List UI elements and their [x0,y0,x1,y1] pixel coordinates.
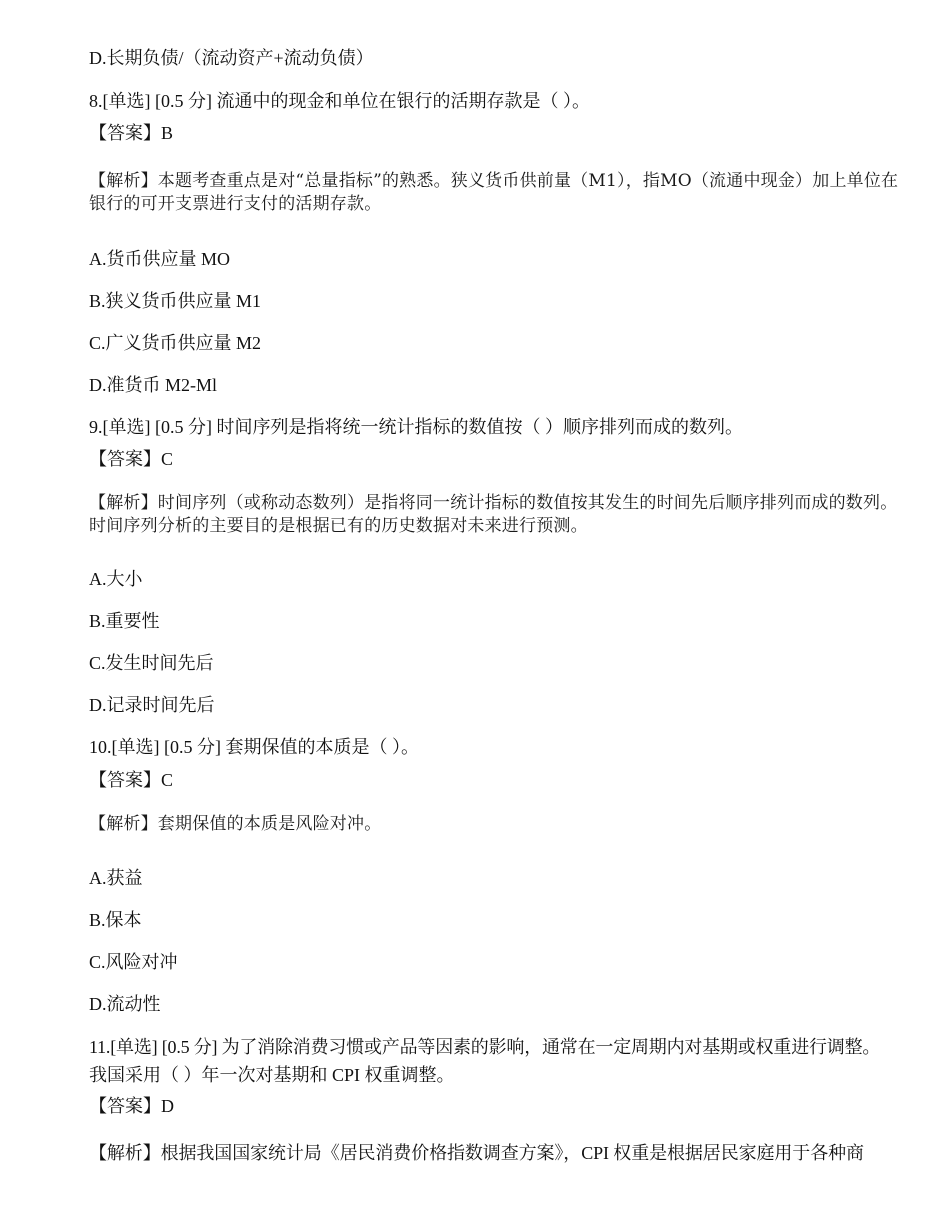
q8-option-a: A.货币供应量 MO [89,249,231,269]
q11-question-line2: 我国采用（ ）年一次对基期和 CPI 权重调整。 [89,1065,455,1085]
q10-option-d: D.流动性 [89,994,161,1014]
q10-option-a: A.获益 [89,868,143,888]
q8-option-c: C.广义货币供应量 M2 [89,333,262,353]
q9-option-b: B.重要性 [89,611,160,631]
q9-option-d: D.记录时间先后 [89,695,215,715]
q8-answer: 【答案】B [89,123,174,143]
q7-option-d: D.长期负债/（流动资产+流动负债） [89,48,374,68]
q8-explanation: 【解析】本题考查重点是对“总量指标”的熟悉。狭义货币供前量（M1），指MO（流通中现金）加上单位在银行的可开支票进行支付的活期存款。 [89,171,899,214]
q10-explanation: 【解析】套期保值的本质是风险对冲。 [89,814,382,834]
q10-question: 10.[单选] [0.5 分] 套期保值的本质是（ ）。 [89,737,419,757]
q10-answer: 【答案】C [89,770,174,790]
q9-answer: 【答案】C [89,449,174,469]
q10-option-c: C.风险对冲 [89,952,178,972]
q11-explanation: 【解析】根据我国国家统计局《居民消费价格指数调查方案》，CPI 权重是根据居民家庭用于各种商 [89,1143,864,1163]
q10-option-b: B.保本 [89,910,142,930]
q9-question: 9.[单选] [0.5 分] 时间序列是指将统一统计指标的数值按（ ）顺序排列而成的数列。 [89,417,743,437]
q9-option-a: A.大小 [89,569,143,589]
q9-explanation: 【解析】时间序列（或称动态数列）是指将同一统计指标的数值按其发生的时间先后顺序排列而成的数列。时间序列分析的主要目的是根据已有的历史数据对未来进行预测。 [89,493,898,536]
q11-question-line1: 11.[单选] [0.5 分] 为了消除消费习惯或产品等因素的影响，通常在一定周期内对基期或权重进行调整。 [89,1037,881,1057]
q9-option-c: C.发生时间先后 [89,653,214,673]
q8-question: 8.[单选] [0.5 分] 流通中的现金和单位在银行的活期存款是（ ）。 [89,91,590,111]
q8-option-d: D.准货币 M2-Ml [89,375,218,395]
q8-option-b: B.狭义货币供应量 M1 [89,291,262,311]
q11-answer: 【答案】D [89,1096,174,1116]
